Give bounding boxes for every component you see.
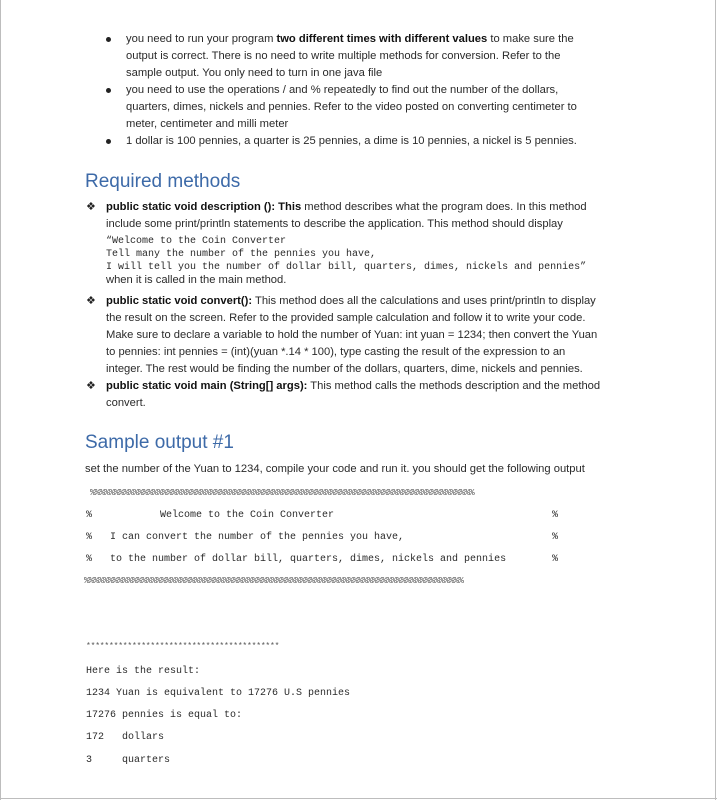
box-right-percent: % (552, 532, 559, 543)
result-line: Here is the result: (86, 666, 201, 677)
page-right-edge (715, 0, 716, 800)
method-text-line: the result on the screen. Refer to the provided sample calculation and follow it to write your code. (106, 312, 586, 324)
method-text-line: public static void convert(): This method does all the calculations and uses print/println to display (106, 295, 596, 307)
required-methods-heading: Required methods (85, 171, 241, 192)
method-text-line: public static void main (String[] args): This method calls the methods description and the method (106, 380, 601, 392)
output-box-bottom-border: %%%%%%%%%%%%%%%%%%%%%%%%%%%%%%%%%%%%%%%%%%%%%%%%%%%%%%%%%%%%%%%%%%%%%%%%%%%%%%% (84, 576, 464, 586)
box-right-percent: % (552, 510, 559, 521)
bullet-line: quarters, dimes, nickels and pennies. Refer to the video posted on converting centimeter to (126, 101, 577, 113)
bullet-dot (106, 88, 111, 93)
count-label: dollars (122, 732, 165, 743)
bold-phrase: two different times with different values (276, 33, 488, 45)
bullet-line: you need to run your program two different times with different values to make sure the (126, 33, 574, 45)
box-text-line: I can convert the number of the pennies you have, (110, 532, 405, 543)
diamond-bullet-icon: ❖ (86, 380, 96, 392)
box-right-percent: % (552, 554, 559, 565)
bullet-line: 1 dollar is 100 pennies, a quarter is 25 pennies, a dime is 10 pennies, a nickel is 5 pennies. (126, 135, 577, 147)
method-text-line: when it is called in the main method. (106, 274, 287, 286)
box-text-line: Welcome to the Coin Converter (160, 510, 335, 521)
method-text-line: Make sure to declare a variable to hold the number of Yuan: int yuan = 1234; then convert the Yuan (106, 329, 598, 341)
sample-output-intro: set the number of the Yuan to 1234, compile your code and run it. you should get the following output (85, 463, 585, 475)
box-left-percent: % (86, 510, 93, 521)
method-text-line: public static void description (): This method describes what the program does. In this method (106, 201, 587, 213)
box-left-percent: % (86, 554, 93, 565)
method-text-line: to pennies: int pennies = (int)(yuan *.14 * 100), type casting the result of the expression to an (106, 346, 566, 358)
bullet-line: meter, centimeter and milli meter (126, 118, 289, 130)
method-code-line: “Welcome to the Coin Converter (106, 236, 287, 247)
bullet-line: sample output. You only need to turn in one java file (126, 67, 383, 79)
diamond-bullet-icon: ❖ (86, 201, 96, 213)
box-left-percent: % (86, 532, 93, 543)
result-line: 1234 Yuan is equivalent to 17276 U.S pennies (86, 688, 351, 699)
count-label: quarters (122, 755, 171, 766)
output-box-top-border: %%%%%%%%%%%%%%%%%%%%%%%%%%%%%%%%%%%%%%%%%%%%%%%%%%%%%%%%%%%%%%%%%%%%%%%%%%%%%%%% (90, 488, 475, 498)
bold-phrase: public static void main (String[] args): (106, 380, 308, 392)
count-number: 3 (86, 755, 93, 766)
sample-output-heading: Sample output #1 (85, 432, 234, 453)
box-text-line: to the number of dollar bill, quarters, dimes, nickels and pennies (110, 554, 507, 565)
bullet-dot (106, 37, 111, 42)
count-number: 172 (86, 732, 105, 743)
bullet-line: output is correct. There is no need to write multiple methods for conversion. Refer to the (126, 50, 561, 62)
bold-phrase: public static void description (): This (106, 201, 302, 213)
diamond-bullet-icon: ❖ (86, 295, 96, 307)
method-text-line: include some print/println statements to describe the application. This method should display (106, 218, 563, 230)
page-left-edge (0, 0, 1, 800)
result-line: 17276 pennies is equal to: (86, 710, 243, 721)
output-stars-line: ****************************************** (86, 642, 280, 651)
method-code-line: Tell many the number of the pennies you have, (106, 249, 377, 260)
method-text-line: integer. The rest would be finding the number of the dollars, quarters, dime, nickels and pennies. (106, 363, 583, 375)
method-text-line: convert. (106, 397, 146, 409)
page-bottom-edge (0, 798, 717, 799)
bold-phrase: public static void convert(): (106, 295, 253, 307)
bullet-line: you need to use the operations / and % repeatedly to find out the number of the dollars, (126, 84, 559, 96)
method-code-line: I will tell you the number of dollar bill, quarters, dimes, nickels and pennies” (106, 262, 587, 273)
bullet-dot (106, 139, 111, 144)
